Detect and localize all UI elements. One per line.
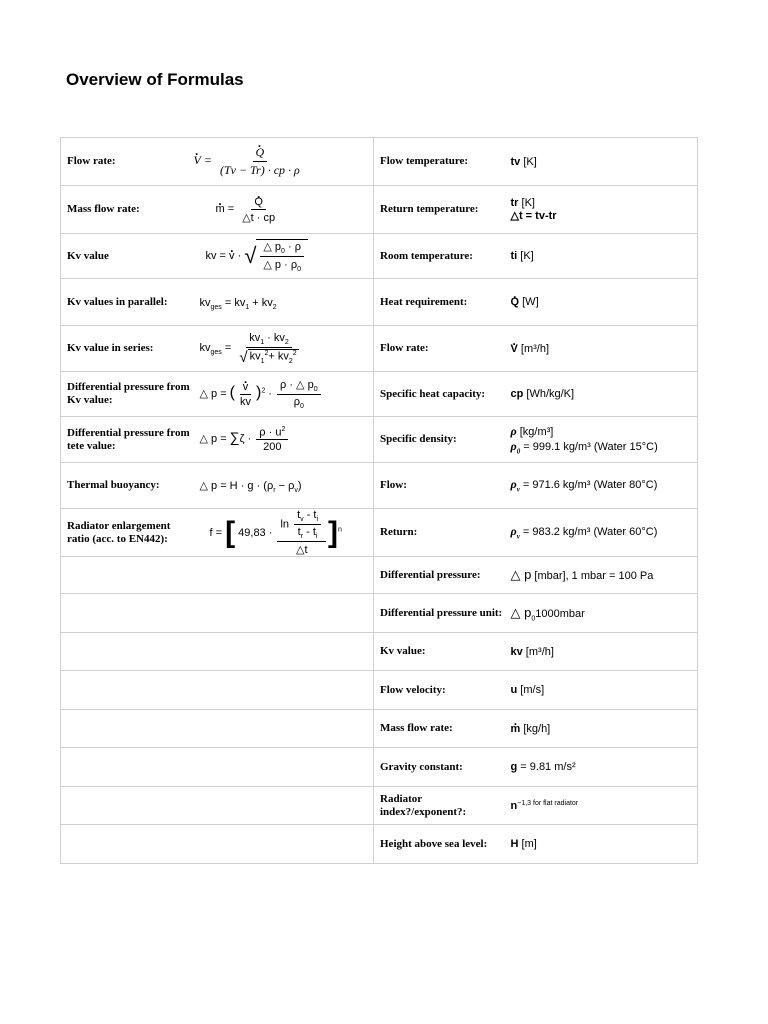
left-label: Kv values in parallel: — [61, 279, 194, 326]
right-value: . V [m³/h] — [505, 326, 698, 372]
left-label — [61, 594, 374, 633]
page-title: Overview of Formulas — [66, 70, 244, 89]
right-value: ρ [kg/m³] $\rho_0 = 999.1$ kg/m³ (Water 15°C) — [505, 417, 698, 463]
left-label: Thermal buoyancy: — [61, 463, 194, 509]
right-value: . m [kg/h] — [505, 710, 698, 748]
kv-series-formula: $kv_{ges}$ = $kv_1 \cdot kv_2$ √ $kv_1^2+ kv_2^2$ — [194, 326, 374, 372]
table-row — [61, 594, 698, 633]
table-row — [61, 234, 698, 279]
dp-kv-formula: △ p = ( . $\frac{v}{kv}$ )$^2$ · $\frac{\rho \cdot \triangle p_0}{\rho_0}$ — [194, 372, 374, 417]
left-label — [61, 748, 374, 787]
right-label: Gravity constant: — [374, 748, 505, 787]
right-label: Specific heat capacity: — [374, 372, 505, 417]
right-label: Radiator index?/exponent?: — [374, 787, 505, 825]
table-row — [61, 825, 698, 864]
buoyancy-formula: △ $p = H \cdot g \cdot (\rho_r - \rho_v)$ — [194, 463, 374, 509]
table-row — [61, 326, 698, 372]
right-value: △ p [mbar], 1 mbar = 100 Pa — [505, 557, 698, 594]
right-label: Flow temperature: — [374, 138, 505, 186]
table-row — [61, 509, 698, 557]
right-label: Kv value: — [374, 633, 505, 671]
table-row — [61, 557, 698, 594]
left-label: Kv value in series: — [61, 326, 194, 372]
right-value: cp [Wh/kg/K] — [505, 372, 698, 417]
right-label: Height above sea level: — [374, 825, 505, 864]
right-value: kv [m³/h] — [505, 633, 698, 671]
flow-rate-formula: . V = . $\frac{Q}{(Tv - Tr) \cdot cp \cdot \rho}$ — [194, 138, 374, 186]
right-label: Room temperature: — [374, 234, 505, 279]
table-row — [61, 417, 698, 463]
right-value: g = 9.81 m/s² — [505, 748, 698, 787]
right-value: $\rho_v = 971.6$ kg/m³ (Water 80°C) — [505, 463, 698, 509]
right-label: Differential pressure unit: — [374, 594, 505, 633]
left-label: Differential pressure from tete value: — [61, 417, 194, 463]
table-row — [61, 710, 698, 748]
right-label: Return temperature: — [374, 186, 505, 234]
right-label: Flow rate: — [374, 326, 505, 372]
left-label: Mass flow rate: — [61, 186, 194, 234]
right-value: ti [K] — [505, 234, 698, 279]
table-row — [61, 633, 698, 671]
left-label: Radiator enlargement ratio (acc. to EN442): — [61, 509, 194, 557]
kv-parallel-formula: $kv_{ges} = kv_1 + kv_2$ — [194, 279, 374, 326]
right-value: . Q [W] — [505, 279, 698, 326]
right-label: Flow velocity: — [374, 671, 505, 710]
left-label: Kv value — [61, 234, 194, 279]
right-label: Heat requirement: — [374, 279, 505, 326]
table-row — [61, 671, 698, 710]
right-value: $n^{\sim 1,3 for flat radiator}$ — [505, 787, 698, 825]
left-label — [61, 825, 374, 864]
table-row — [61, 748, 698, 787]
right-value: tv [K] — [505, 138, 698, 186]
right-value: △ $p_01000mbar$ — [505, 594, 698, 633]
mass-flow-formula: . m = . $\frac{Q}{\triangle t \cdot cp}$ — [194, 186, 374, 234]
formula-table — [60, 137, 698, 864]
radiator-formula: f = [ 49,83 · ln $\frac{t_v - t_i}{t_r - t_i}$ △t ]$^n$ — [194, 509, 374, 557]
left-label: Flow rate: — [61, 138, 194, 186]
left-label — [61, 787, 374, 825]
left-label — [61, 710, 374, 748]
dp-zeta-formula: △ p = ∑ζ · $\frac{\rho \cdot u^2}{200}$ — [194, 417, 374, 463]
right-label: Return: — [374, 509, 505, 557]
table-row — [61, 787, 698, 825]
right-value: $\rho_v = 983.2$ kg/m³ (Water 60°C) — [505, 509, 698, 557]
kv-formula: kv = . v · √ $\frac{\triangle p_0 \cdot \rho}{\triangle p \cdot \rho_0}$ — [194, 234, 374, 279]
right-label: Specific density: — [374, 417, 505, 463]
table-row — [61, 186, 698, 234]
table-row — [61, 279, 698, 326]
table-row — [61, 138, 698, 186]
left-label: Differential pressure from Kv value: — [61, 372, 194, 417]
right-label: Differential pressure: — [374, 557, 505, 594]
right-label: Flow: — [374, 463, 505, 509]
left-label — [61, 633, 374, 671]
table-row — [61, 463, 698, 509]
left-label — [61, 557, 374, 594]
left-label — [61, 671, 374, 710]
right-value: u [m/s] — [505, 671, 698, 710]
right-value: H [m] — [505, 825, 698, 864]
table-row — [61, 372, 698, 417]
right-value: tr [K] △t = tv-tr — [505, 186, 698, 234]
right-label: Mass flow rate: — [374, 710, 505, 748]
